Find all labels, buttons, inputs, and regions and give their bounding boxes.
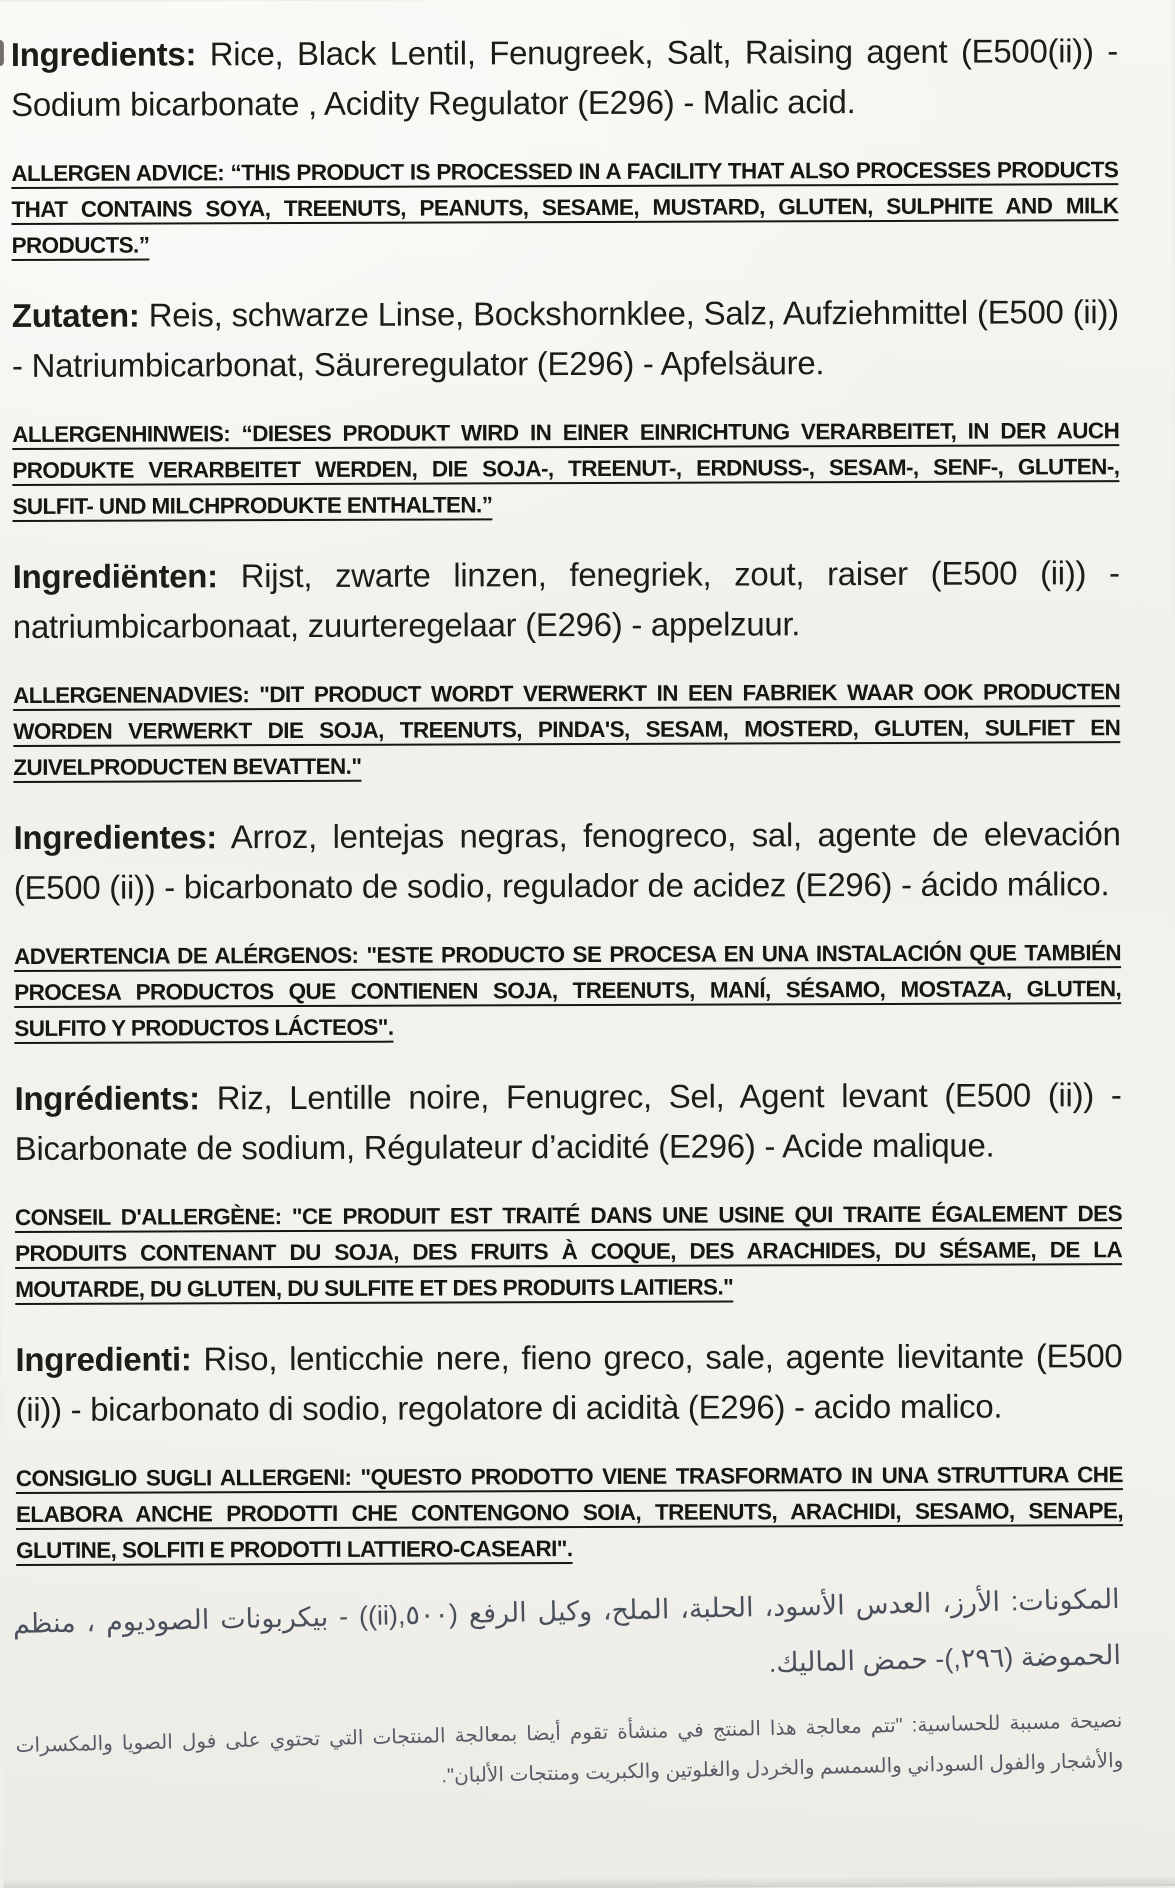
ingredients-label: Ingredientes: — [13, 818, 218, 857]
section-arabic — [12, 1571, 1123, 1806]
ingredients-text: Arroz, lentejas negras, fenogreco, sal, agente de elevación (E500 (ii)) - bicarbonato de sodio, regulador de acidez (E296) - ácido málico. — [13, 815, 1121, 907]
section-spanish — [14, 809, 1122, 1047]
ingredients-text: Rice, Black Lentil, Fenugreek, Salt, Raising agent (E500(ii)) - Sodium bicarbonate , Acidity Regulator (E296) - Malic acid. — [11, 32, 1118, 124]
scan-edge-artifact — [0, 40, 4, 66]
allergen-text: ALLERGENHINWEIS: “DIESES PRODUKT WIRD IN EINER EINRICHTUNG VERARBEITET, IN DER AUCH PRODUKTE VERARBEITET WERDEN, DIE SOJA-, TREENUT-, ERDNUSS-, SESAM-, SENF-, GLUTEN-, SULFIT- UND MILCHPRODUKTE ENTHALTEN.” — [12, 418, 1120, 520]
section-english — [11, 26, 1119, 264]
allergen-text: ADVERTENCIA DE ALÉRGENOS: "ESTE PRODUCTO SE PROCESA EN UNA INSTALACIÓN QUE TAMBIÉN PROCESA PRODUCTOS QUE CONTIENEN SOJA, TREENUTS, MANÍ, SÉSAMO, MOSTAZA, GLUTEN, SULFITO Y PRODUCTOS LÁCTEOS". — [13, 940, 1122, 1042]
section-german — [12, 287, 1120, 525]
ingredients-text: المكونات: الأرز، العدس الأسود، الحلبة، الملح، وكيل الرفع (٥٠٠,(ii)) - بيكربونات الصوديوم ، منظم الحموضة (٢٩٦,)- حمض الماليك. — [12, 1583, 1122, 1678]
allergen-paragraph-dutch — [13, 674, 1120, 786]
allergen-paragraph-italian — [16, 1457, 1123, 1569]
ingredients-text: Reis, schwarze Linse, Bockshornklee, Salz, Aufziehmittel (E500 (ii)) - Natriumbicarbonat, Säureregulator (E296) - Apfelsäure. — [11, 293, 1119, 385]
allergen-text: ALLERGENENADVIES: "DIT PRODUCT WORDT VERWERKT IN EEN FABRIEK WAAR OOK PRODUCTEN WORDEN VERWERKT DIE SOJA, TREENUTS, PINDA'S, SESAM, MOSTERD, GLUTEN, SULFIET EN ZUIVELPRODUCTEN BEVATTEN." — [13, 679, 1121, 781]
allergen-text: ALLERGEN ADVICE: “THIS PRODUCT IS PROCESSED IN A FACILITY THAT ALSO PROCESSES PRODUCTS THAT CONTAINS SOYA, TREENUTS, PEANUTS, SESAME, MUSTARD, GLUTEN, SULPHITE AND MILK PRODUCTS.” — [11, 157, 1119, 259]
section-french — [14, 1070, 1122, 1308]
ingredients-text: Rijst, zwarte linzen, fenegriek, zout, raiser (E500 (ii)) - natriumbicarbonaat, zuurteregelaar (E296) - appelzuur. — [12, 554, 1120, 646]
ingredients-label: Ingrediënten: — [12, 557, 218, 596]
ingredients-text: Riz, Lentille noire, Fenugrec, Sel, Agent levant (E500 (ii)) - Bicarbonate de sodium, Régulateur d’acidité (E296) - Acide malique. — [14, 1076, 1122, 1168]
section-dutch — [13, 548, 1121, 786]
ingredients-paragraph-german — [12, 287, 1119, 391]
allergen-paragraph-french — [15, 1196, 1122, 1308]
ingredients-paragraph-italian — [15, 1331, 1122, 1435]
section-italian — [15, 1331, 1123, 1569]
ingredients-paragraph-dutch — [13, 548, 1120, 652]
ingredients-label: Zutaten: — [11, 296, 140, 335]
allergen-paragraph-english — [11, 152, 1118, 264]
ingredients-label: Ingredients: — [10, 35, 197, 74]
ingredients-label: Ingrédients: — [14, 1079, 200, 1118]
allergen-paragraph-german — [12, 413, 1119, 525]
ingredients-paragraph-french — [14, 1070, 1121, 1174]
ingredients-text: Riso, lenticchie nere, fieno greco, sale, agente lievitante (E500 (ii)) - bicarbonato di sodio, regolatore di acidità (E296) - acido malico. — [15, 1337, 1123, 1428]
allergen-text: نصيحة مسببة للحساسية: "تتم معالجة هذا المنتج في منشأة تقوم أيضا بمعالجة المنتجات التي تحتوي على فول الصويا والمكسرات والأشجار والفول السوداني والسمسم والخردل والغلوتين والكبريت ومنتجات الألبان". — [15, 1709, 1124, 1788]
ingredients-label: Ingredienti: — [15, 1340, 192, 1378]
ingredients-paragraph-english — [11, 26, 1118, 130]
ingredients-paragraph-spanish — [14, 809, 1121, 913]
allergen-paragraph-arabic — [15, 1701, 1124, 1806]
allergen-text: CONSEIL D'ALLERGÈNE: "CE PRODUIT EST TRAITÉ DANS UNE USINE QUI TRAITE ÉGALEMENT DES PRODUITS CONTENANT DU SOJA, DES FRUITS À COQUE, DES ARACHIDES, DU SÉSAME, DE LA MOUTARDE, DU GLUTEN, DU SULFITE ET DES PRODUITS LAITIERS." — [14, 1201, 1123, 1302]
allergen-text: CONSIGLIO SUGLI ALLERGENI: "QUESTO PRODOTTO VIENE TRASFORMATO IN UNA STRUTTURA CHE ELABORA ANCHE PRODOTTI CHE CONTENGONO SOIA, TREENUTS, ARACHIDI, SESAMO, SENAPE, GLUTINE, SOLFITI E PRODOTTI LATTIERO-CASEARI". — [15, 1462, 1124, 1563]
scan-bottom-shadow — [3, 1876, 1175, 1888]
allergen-paragraph-spanish — [14, 935, 1121, 1047]
ingredients-paragraph-arabic — [12, 1571, 1121, 1708]
